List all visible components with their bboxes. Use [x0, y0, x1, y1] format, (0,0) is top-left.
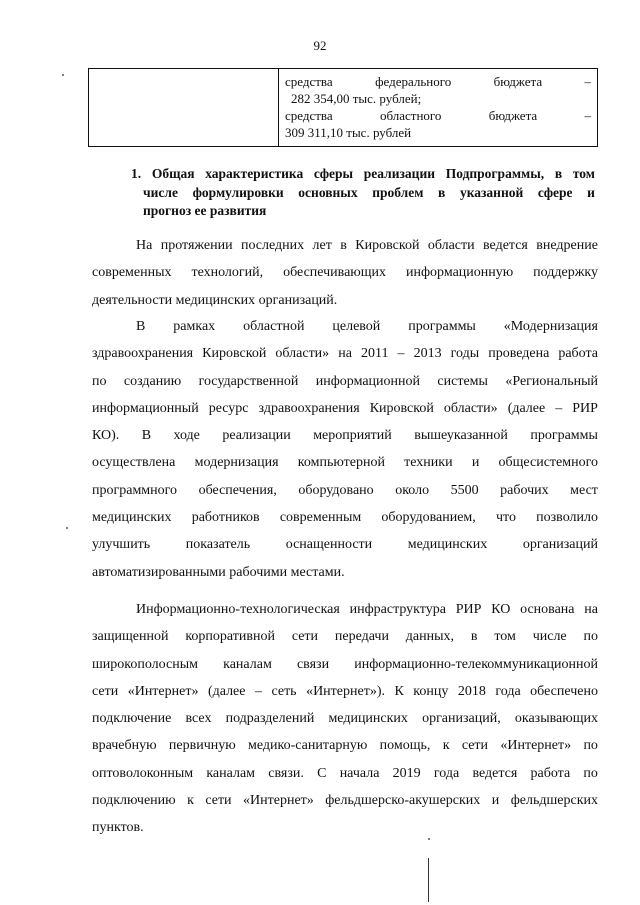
word: К	[394, 683, 404, 699]
word: основана	[520, 602, 575, 617]
word: Информационно-технологическая	[136, 602, 340, 617]
table-word: 282 354,00 тыс. рублей;	[291, 91, 422, 106]
word: «Модернизация	[503, 319, 598, 334]
word: поддержку	[533, 265, 598, 281]
word: оборудованием,	[381, 510, 476, 526]
heading-word: 1.	[131, 166, 142, 181]
heading-word: сферы	[313, 166, 354, 181]
word: обеспечивающих	[283, 265, 387, 281]
word: «Интернет»	[500, 738, 572, 754]
word: оснащенности	[285, 537, 373, 553]
heading-word: том	[572, 166, 595, 181]
word: –	[555, 400, 563, 416]
word: сети	[291, 629, 319, 645]
word: модернизация	[194, 455, 279, 471]
word: том	[494, 629, 516, 645]
word: программного	[92, 482, 178, 498]
heading-word: основных	[298, 184, 358, 200]
word: первичную	[168, 738, 236, 754]
table-word: 309 311,10 тыс. рублей	[285, 125, 412, 140]
text-line	[92, 422, 598, 449]
heading-word: числе	[143, 184, 178, 200]
table-word: средства	[285, 74, 333, 89]
word: (далее	[207, 683, 246, 699]
word: оказывающих	[514, 711, 598, 727]
word: организаций	[522, 537, 598, 553]
table-word: бюджета	[488, 108, 538, 123]
word: медицинских	[328, 711, 408, 727]
word: 2011	[361, 346, 389, 362]
word: современным	[279, 510, 362, 526]
text-line	[92, 313, 598, 340]
text-line	[92, 559, 598, 586]
text-line	[92, 287, 598, 314]
word: вышеуказанной	[414, 428, 508, 444]
word: работа	[530, 765, 571, 781]
word: по	[583, 738, 598, 754]
heading-word: Общая	[151, 166, 195, 181]
word: каналам	[206, 765, 256, 781]
table-line	[285, 124, 591, 141]
heading-word: характеристика	[205, 166, 304, 181]
word: показатель	[185, 537, 251, 553]
word: последних	[240, 238, 305, 253]
text-line	[92, 340, 598, 367]
word: целевой	[332, 319, 381, 334]
word: медико-санитарную	[248, 738, 368, 754]
word: системы	[437, 373, 488, 389]
section-heading	[131, 165, 595, 221]
word: РИР	[572, 400, 598, 416]
word: и	[491, 793, 500, 809]
word: оборудовано	[298, 482, 374, 498]
word: автоматизированными рабочими местами.	[92, 564, 345, 580]
heading-word: и	[587, 184, 595, 200]
word: начала	[339, 765, 380, 781]
heading-word: реализации	[363, 166, 436, 181]
heading-line	[143, 202, 595, 221]
word: «Интернет»).	[306, 683, 385, 699]
word: и	[471, 455, 480, 471]
paragraph-3	[92, 596, 598, 842]
word: ресурс	[208, 400, 249, 416]
text-line	[92, 477, 598, 504]
text-line	[92, 623, 598, 650]
text-line	[92, 449, 598, 476]
text-line	[92, 504, 598, 531]
word: что	[495, 510, 516, 526]
word: оптоволоконным	[92, 765, 194, 781]
page-number: 92	[313, 38, 327, 53]
text-line	[92, 395, 598, 422]
word: 2018	[457, 683, 486, 699]
heading-line	[143, 184, 595, 203]
word: обеспечения,	[198, 482, 277, 498]
text-line	[92, 368, 598, 395]
word: деятельности медицинских организаций.	[92, 292, 338, 308]
word: Кировской	[369, 400, 434, 416]
word: здравоохранения	[258, 400, 360, 416]
table-cell-funding	[285, 73, 591, 141]
text-line	[92, 814, 598, 841]
word: медицинских	[92, 510, 172, 526]
word: пунктов.	[92, 820, 144, 836]
word: С	[317, 765, 327, 781]
table-line	[285, 73, 591, 90]
table-word: средства	[285, 108, 333, 123]
budget-table	[88, 68, 598, 147]
word: протяжении	[160, 238, 233, 253]
word: здравоохранения	[92, 346, 194, 362]
word: созданию	[123, 373, 182, 389]
word: врачебную	[92, 738, 157, 754]
word: –	[397, 346, 405, 362]
word: концу	[413, 683, 449, 699]
word: работников	[191, 510, 260, 526]
word: технологий,	[191, 265, 264, 281]
word: информационную	[405, 265, 514, 281]
word: Кировской	[355, 238, 420, 253]
word: в	[470, 629, 478, 645]
word: проведена	[488, 346, 550, 362]
word: 2013	[413, 346, 442, 362]
table-word: федерального	[375, 74, 452, 89]
text-line	[92, 732, 598, 759]
word: обеспечено	[530, 683, 598, 699]
text-line	[92, 531, 598, 558]
text-line	[92, 259, 598, 286]
word: КО	[491, 602, 511, 617]
heading-word: Подпрограммы,	[445, 166, 545, 181]
word: на	[338, 346, 352, 362]
table-word: –	[584, 108, 591, 123]
word: государственной	[198, 373, 299, 389]
word: программы	[408, 319, 476, 334]
text-line	[92, 596, 598, 623]
word: подразделений	[225, 711, 315, 727]
text-line	[92, 705, 598, 732]
scan-speck	[66, 527, 68, 529]
word: улучшить	[92, 537, 151, 553]
word: В	[141, 428, 152, 444]
word: осуществлена	[92, 455, 176, 471]
word: передачи	[334, 629, 389, 645]
word: реализации	[222, 428, 291, 444]
word: техники	[404, 455, 453, 471]
table-line	[285, 107, 591, 124]
word: Кировской	[202, 346, 267, 362]
table-column-divider	[278, 69, 279, 146]
word: 5500	[450, 482, 479, 498]
word: подключение	[92, 711, 172, 727]
word: организаций,	[422, 711, 501, 727]
word: около	[395, 482, 430, 498]
word: в	[340, 238, 347, 253]
word: лет	[312, 238, 332, 253]
word: на	[584, 602, 598, 617]
word: области	[427, 238, 475, 253]
word: сети	[92, 683, 119, 699]
word: информационный	[92, 400, 199, 416]
word: корпоративной	[185, 629, 275, 645]
word: области»	[443, 400, 498, 416]
word: каналам	[223, 656, 272, 672]
word: ведется	[472, 765, 518, 781]
text-line	[92, 651, 598, 678]
word: работа	[558, 346, 598, 362]
word: В	[136, 319, 146, 334]
word: информационно-телекоммуникационной	[354, 656, 598, 672]
scan-mark	[428, 858, 429, 902]
text-line	[92, 760, 598, 787]
word: по	[583, 765, 598, 781]
heading-word: прогноз ее развития	[143, 203, 267, 218]
word: современных	[92, 265, 172, 281]
word: мест	[570, 482, 598, 498]
word: На	[136, 238, 153, 253]
heading-word: сфере	[537, 184, 573, 200]
heading-word: в	[438, 184, 446, 200]
word: ведется	[483, 238, 528, 253]
paragraph-2	[92, 313, 598, 586]
word: помощь,	[379, 738, 431, 754]
word: сети	[205, 793, 232, 809]
word: РИР	[455, 602, 482, 617]
word: по	[92, 373, 107, 389]
word: медицинских	[407, 537, 488, 553]
heading-word: указанной	[459, 184, 524, 200]
word: к	[442, 738, 450, 754]
heading-word: в	[554, 166, 563, 181]
word: года	[433, 765, 460, 781]
word: годы	[450, 346, 480, 362]
word: сеть	[271, 683, 297, 699]
word: года	[495, 683, 521, 699]
word: «Интернет»	[127, 683, 199, 699]
table-word: –	[584, 74, 591, 89]
word: программы	[530, 428, 598, 444]
word: всех	[185, 711, 212, 727]
word: сети	[461, 738, 489, 754]
word: общесистемного	[498, 455, 598, 471]
word: фельдшерских	[510, 793, 598, 809]
table-line	[285, 90, 591, 107]
word: внедрение	[536, 238, 598, 253]
word: области»	[275, 346, 330, 362]
scan-speck	[428, 838, 430, 840]
heading-word: проблем	[372, 184, 424, 200]
word: позволило	[536, 510, 598, 526]
word: КО).	[92, 428, 120, 444]
heading-line	[131, 165, 595, 184]
word: –	[254, 683, 262, 699]
word: связи	[296, 656, 330, 672]
word: защищенной	[92, 629, 169, 645]
word: информационной	[315, 373, 421, 389]
heading-word: формулировки	[192, 184, 284, 200]
word: инфраструктура	[349, 602, 446, 617]
word: ходе	[173, 428, 200, 444]
text-line	[92, 787, 598, 814]
word: областной	[243, 319, 305, 334]
word: данных,	[405, 629, 455, 645]
word: (далее	[507, 400, 546, 416]
scan-speck	[62, 74, 64, 76]
text-line	[92, 678, 598, 705]
word: рамках	[173, 319, 216, 334]
word: к	[187, 793, 194, 809]
word: широкополосным	[92, 656, 198, 672]
word: «Региональный	[505, 373, 598, 389]
word: 2019	[392, 765, 421, 781]
text-line	[92, 232, 598, 259]
word: компьютерной	[297, 455, 385, 471]
word: связи.	[268, 765, 304, 781]
table-word: бюджета	[493, 74, 543, 89]
word: числе	[532, 629, 567, 645]
word: по	[583, 629, 598, 645]
word: рабочих	[500, 482, 549, 498]
word: подключению	[92, 793, 176, 809]
paragraph-1	[92, 232, 598, 314]
word: фельдшерско-акушерских	[325, 793, 481, 809]
table-word: областного	[379, 108, 442, 123]
word: «Интернет»	[243, 793, 314, 809]
word: мероприятий	[313, 428, 392, 444]
